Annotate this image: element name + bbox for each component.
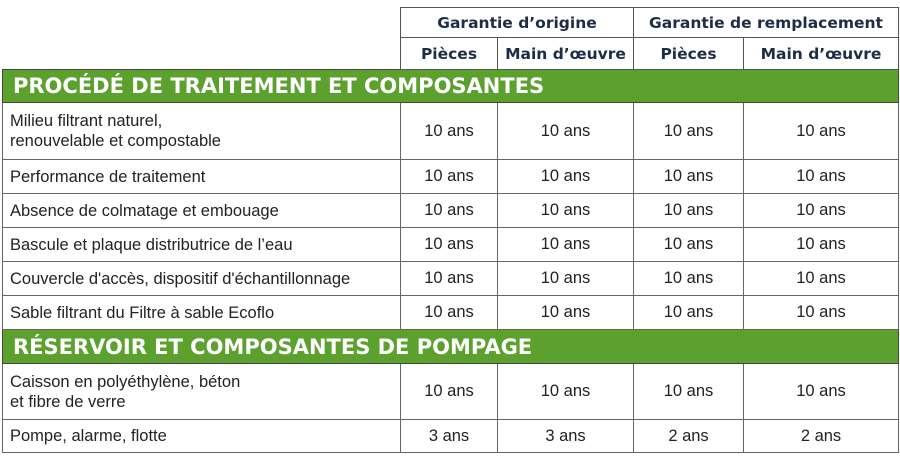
section-header-treatment [3, 70, 899, 103]
value-cell: 10 ans [634, 103, 744, 160]
value-cell: 10 ans [744, 160, 899, 194]
table-row [3, 262, 899, 296]
warranty-table [2, 7, 899, 453]
header-blank-cell [3, 8, 401, 38]
value-cell: 10 ans [744, 262, 899, 296]
header-replacement-parts: Pièces [634, 38, 744, 70]
section-title: RÉSERVOIR ET COMPOSANTES DE POMPAGE [3, 330, 899, 364]
value-cell: 10 ans [634, 228, 744, 262]
value-cell: 10 ans [498, 262, 634, 296]
row-label: Sable filtrant du Filtre à sable Ecoflo [3, 296, 401, 330]
value-cell: 10 ans [498, 364, 634, 420]
value-cell: 10 ans [498, 103, 634, 160]
header-replacement-warranty: Garantie de remplacement [634, 8, 899, 38]
header-original-warranty: Garantie d’origine [401, 8, 634, 38]
header-row-groups [3, 8, 899, 38]
header-original-parts: Pièces [401, 38, 498, 70]
value-cell: 10 ans [634, 160, 744, 194]
value-cell: 10 ans [634, 296, 744, 330]
table-row [3, 364, 899, 420]
section-header-reservoir [3, 330, 899, 364]
row-label: Pompe, alarme, flotte [3, 420, 401, 453]
header-blank-cell [3, 38, 401, 70]
value-cell: 3 ans [498, 420, 634, 453]
header-replacement-labor: Main d’œuvre [744, 38, 899, 70]
value-cell: 10 ans [401, 103, 498, 160]
value-cell: 10 ans [744, 296, 899, 330]
row-label: Couvercle d'accès, dispositif d'échantillonnage [3, 262, 401, 296]
value-cell: 10 ans [498, 160, 634, 194]
row-label: Bascule et plaque distributrice de l’eau [3, 228, 401, 262]
row-label: Milieu filtrant naturel, renouvelable et compostable [3, 103, 401, 160]
table-row [3, 103, 899, 160]
value-cell: 10 ans [401, 296, 498, 330]
value-cell: 10 ans [744, 194, 899, 228]
table-row [3, 228, 899, 262]
header-row-columns [3, 38, 899, 70]
table-row [3, 160, 899, 194]
row-label: Absence de colmatage et embouage [3, 194, 401, 228]
value-cell: 10 ans [498, 194, 634, 228]
value-cell: 2 ans [744, 420, 899, 453]
table-row [3, 194, 899, 228]
value-cell: 10 ans [401, 194, 498, 228]
value-cell: 2 ans [634, 420, 744, 453]
value-cell: 10 ans [744, 364, 899, 420]
value-cell: 10 ans [634, 364, 744, 420]
value-cell: 10 ans [634, 194, 744, 228]
value-cell: 10 ans [744, 103, 899, 160]
value-cell: 10 ans [401, 364, 498, 420]
value-cell: 10 ans [401, 262, 498, 296]
value-cell: 3 ans [401, 420, 498, 453]
section-title: PROCÉDÉ DE TRAITEMENT ET COMPOSANTES [3, 70, 899, 103]
value-cell: 10 ans [401, 228, 498, 262]
table-row [3, 296, 899, 330]
value-cell: 10 ans [498, 296, 634, 330]
table-row [3, 420, 899, 453]
row-label: Performance de traitement [3, 160, 401, 194]
header-original-labor: Main d’œuvre [498, 38, 634, 70]
value-cell: 10 ans [744, 228, 899, 262]
value-cell: 10 ans [401, 160, 498, 194]
value-cell: 10 ans [634, 262, 744, 296]
value-cell: 10 ans [498, 228, 634, 262]
row-label: Caisson en polyéthylène, béton et fibre de verre [3, 364, 401, 420]
